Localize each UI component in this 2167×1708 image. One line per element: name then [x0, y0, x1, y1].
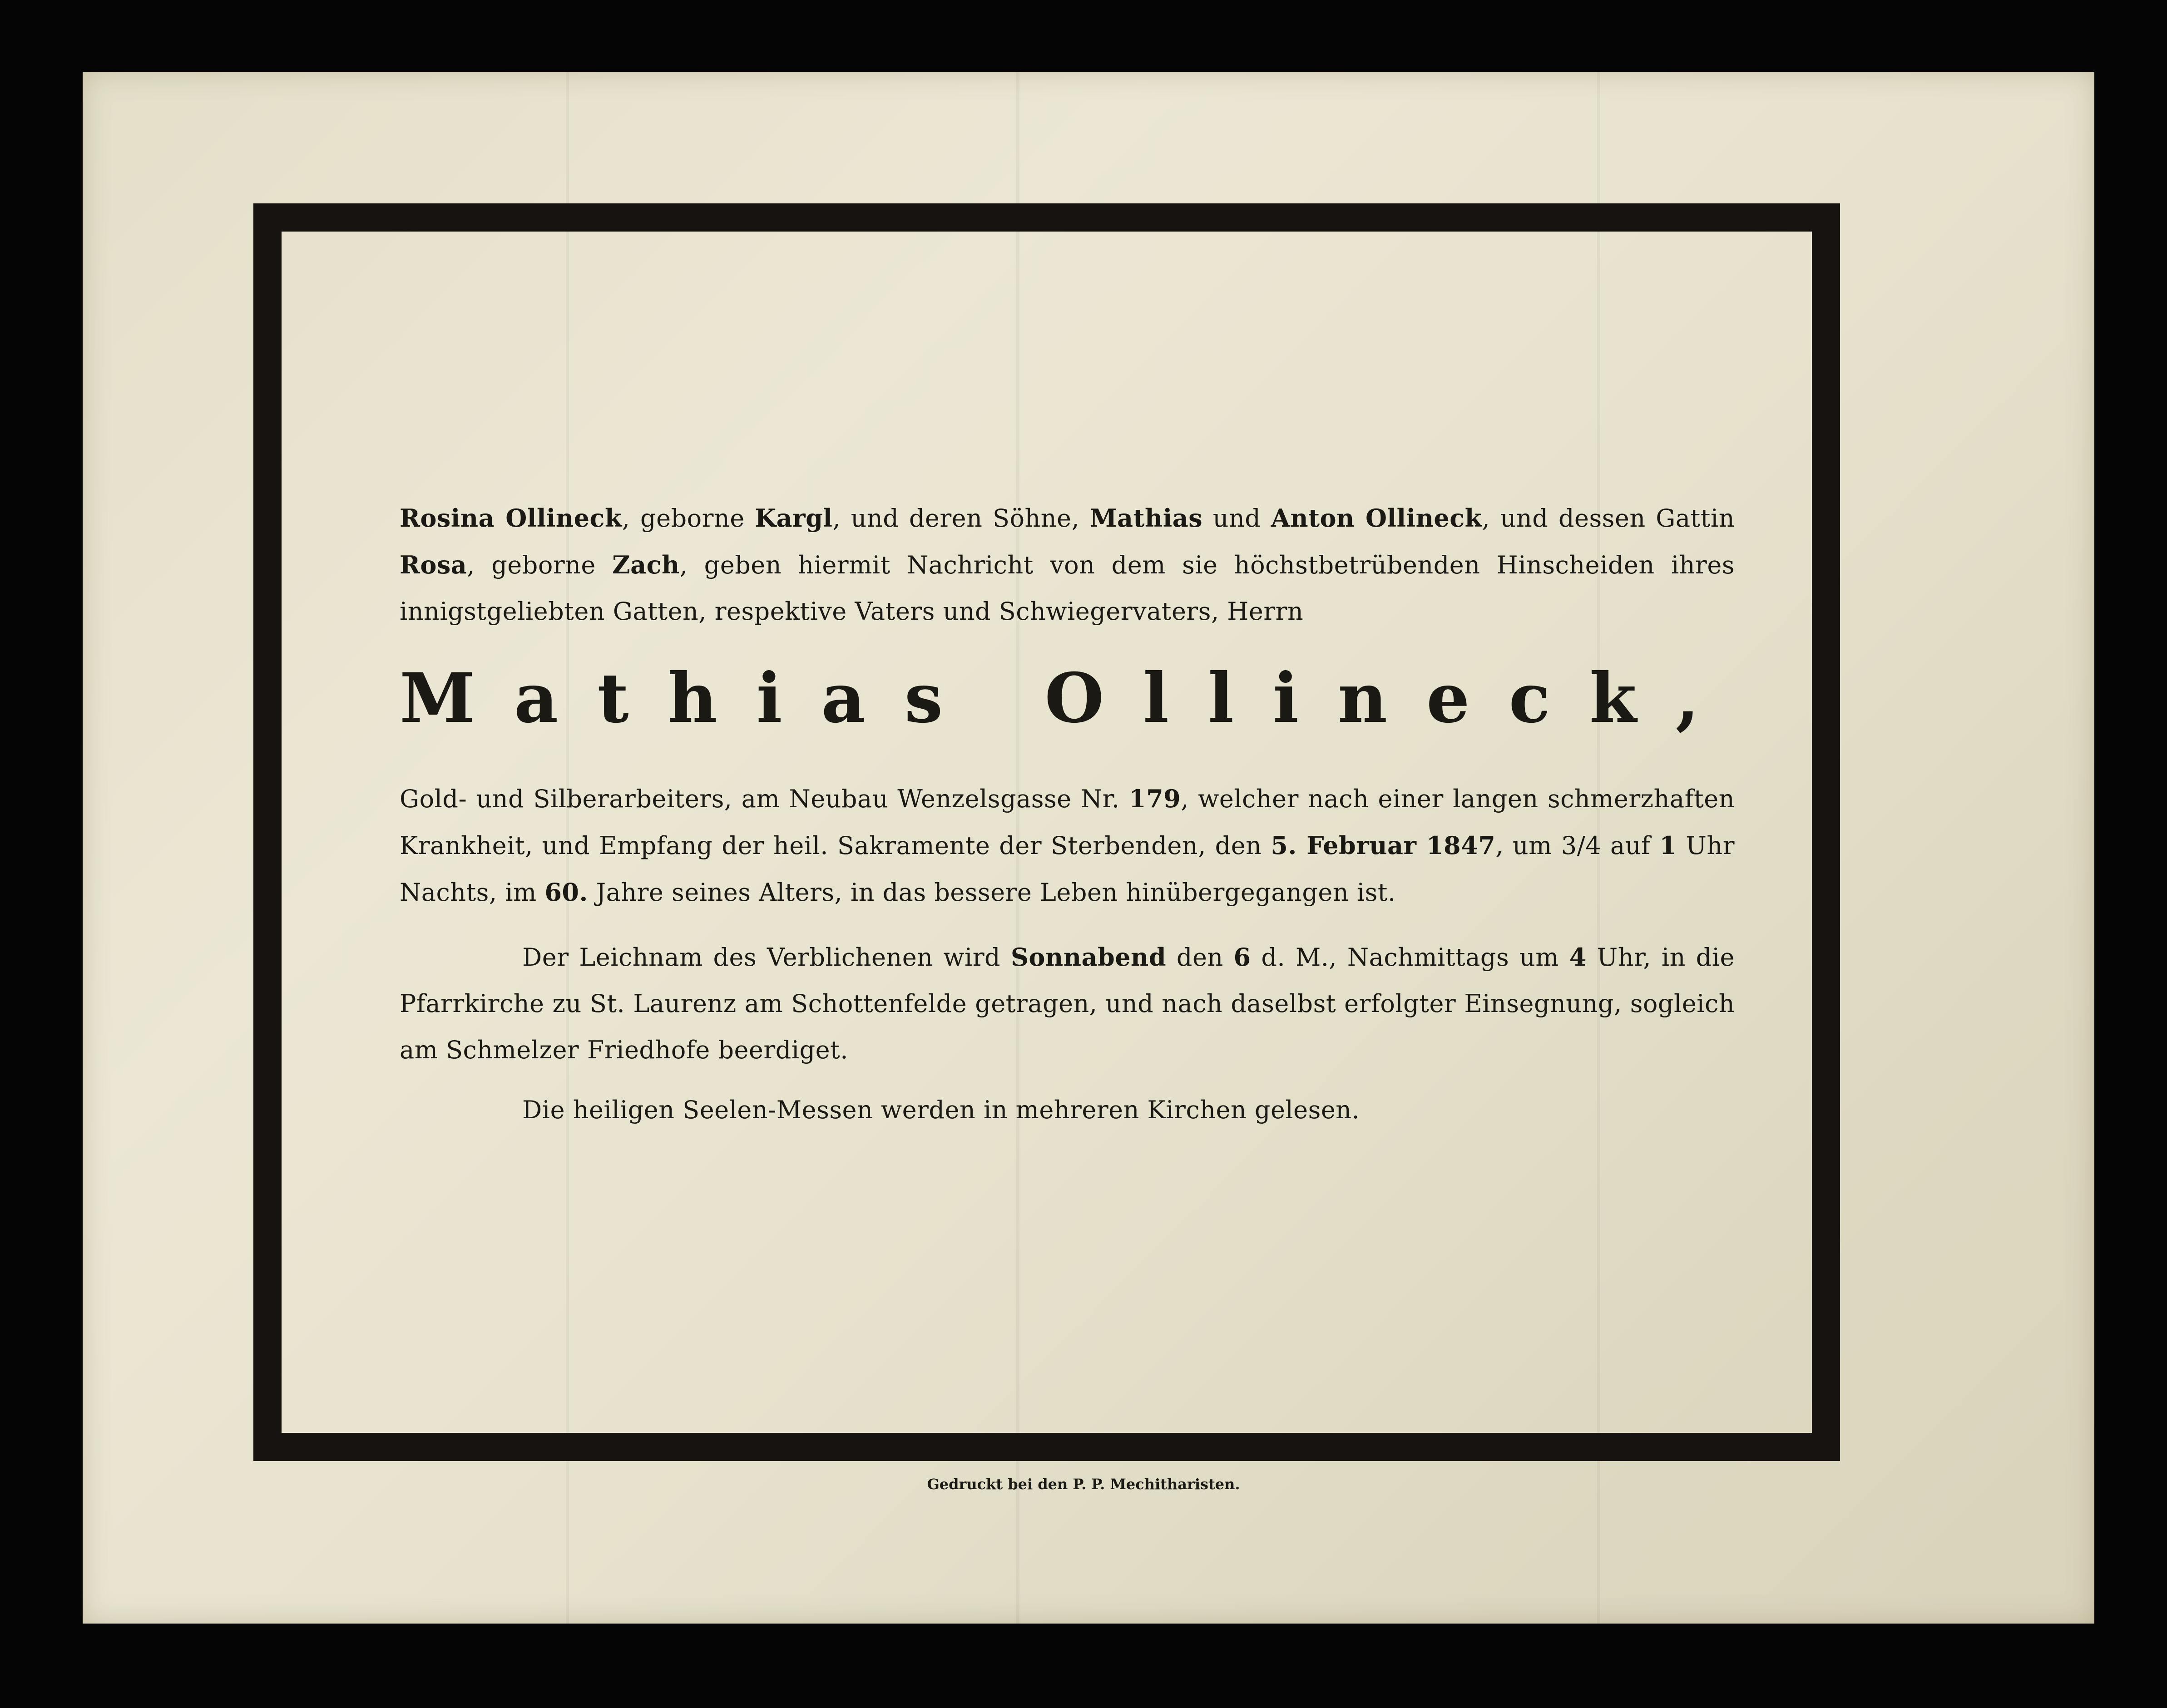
text-run: Uhr, in die Pfarrkirche zu St. Laurenz am Schottenfelde getragen, und nach daselbst erfolgter Einsegnung, sogleich am Schmelzer Friedhofe beerdiget.: [400, 943, 1735, 1064]
funeral-day: Sonnabend: [1010, 943, 1167, 972]
text-run: , um: [1495, 831, 1561, 860]
widow-name: Rosina Ollineck: [400, 504, 622, 533]
maiden-name: Zach: [612, 550, 680, 579]
son-name: Anton Ollineck: [1271, 504, 1482, 533]
text-run: , und deren Söhne,: [832, 504, 1090, 533]
text-run: , geborne: [467, 551, 613, 579]
text-run: Der Leichnam des Verblichenen wird: [522, 943, 1011, 972]
time-fraction: 3/4: [1561, 831, 1602, 860]
text-run: und: [1202, 504, 1271, 533]
text-run: , geben hiermit Nachricht von dem sie höchstbetrübenden Hinscheiden ihres innigstgeliebten Gatten, respektive Vaters und Schwiegervaters, Herrn: [400, 551, 1735, 626]
daughter-in-law-name: Rosa: [400, 550, 467, 579]
text-run: , welcher nach einer langen schmerzhaften Krankheit, und Empfang der heil. Sakramente der Sterbenden, den: [400, 785, 1735, 860]
house-number: 179: [1129, 784, 1181, 813]
text-run: Gold- und Silberarbeiters, am Neubau Wenzelsgasse Nr.: [400, 785, 1129, 813]
notice-body: [400, 495, 1739, 1133]
funeral-hour: 4: [1569, 943, 1587, 972]
text-run: Uhr Nachts, im: [400, 831, 1735, 907]
text-run: d. M., Nachmittags um: [1251, 943, 1569, 972]
text-run: den: [1166, 943, 1234, 972]
age: 60.: [544, 878, 588, 907]
son-name: Mathias: [1089, 504, 1203, 533]
masses-paragraph: Die heiligen Seelen-Messen werden in mehreren Kirchen gelesen.: [522, 1096, 1360, 1124]
text-run: , geborne: [622, 504, 755, 533]
death-date: 5. Februar 1847: [1271, 831, 1496, 860]
maiden-name: Kargl: [755, 504, 833, 533]
text-run: Jahre seines Alters, in das bessere Leben hinübergegangen ist.: [588, 878, 1396, 907]
printer-imprint: Gedruckt bei den P. P. Mechitharisten.: [927, 1476, 1240, 1493]
funeral-paragraph: [400, 934, 1735, 1073]
announcement-paragraph: [400, 495, 1735, 635]
text-run: auf: [1601, 831, 1660, 860]
deceased-name: Mathias Ollineck,: [400, 658, 1739, 738]
funeral-date: 6: [1233, 943, 1251, 972]
deceased-details-paragraph: [400, 775, 1735, 916]
text-run: , und dessen Gattin: [1482, 504, 1735, 533]
hour: 1: [1659, 831, 1677, 860]
